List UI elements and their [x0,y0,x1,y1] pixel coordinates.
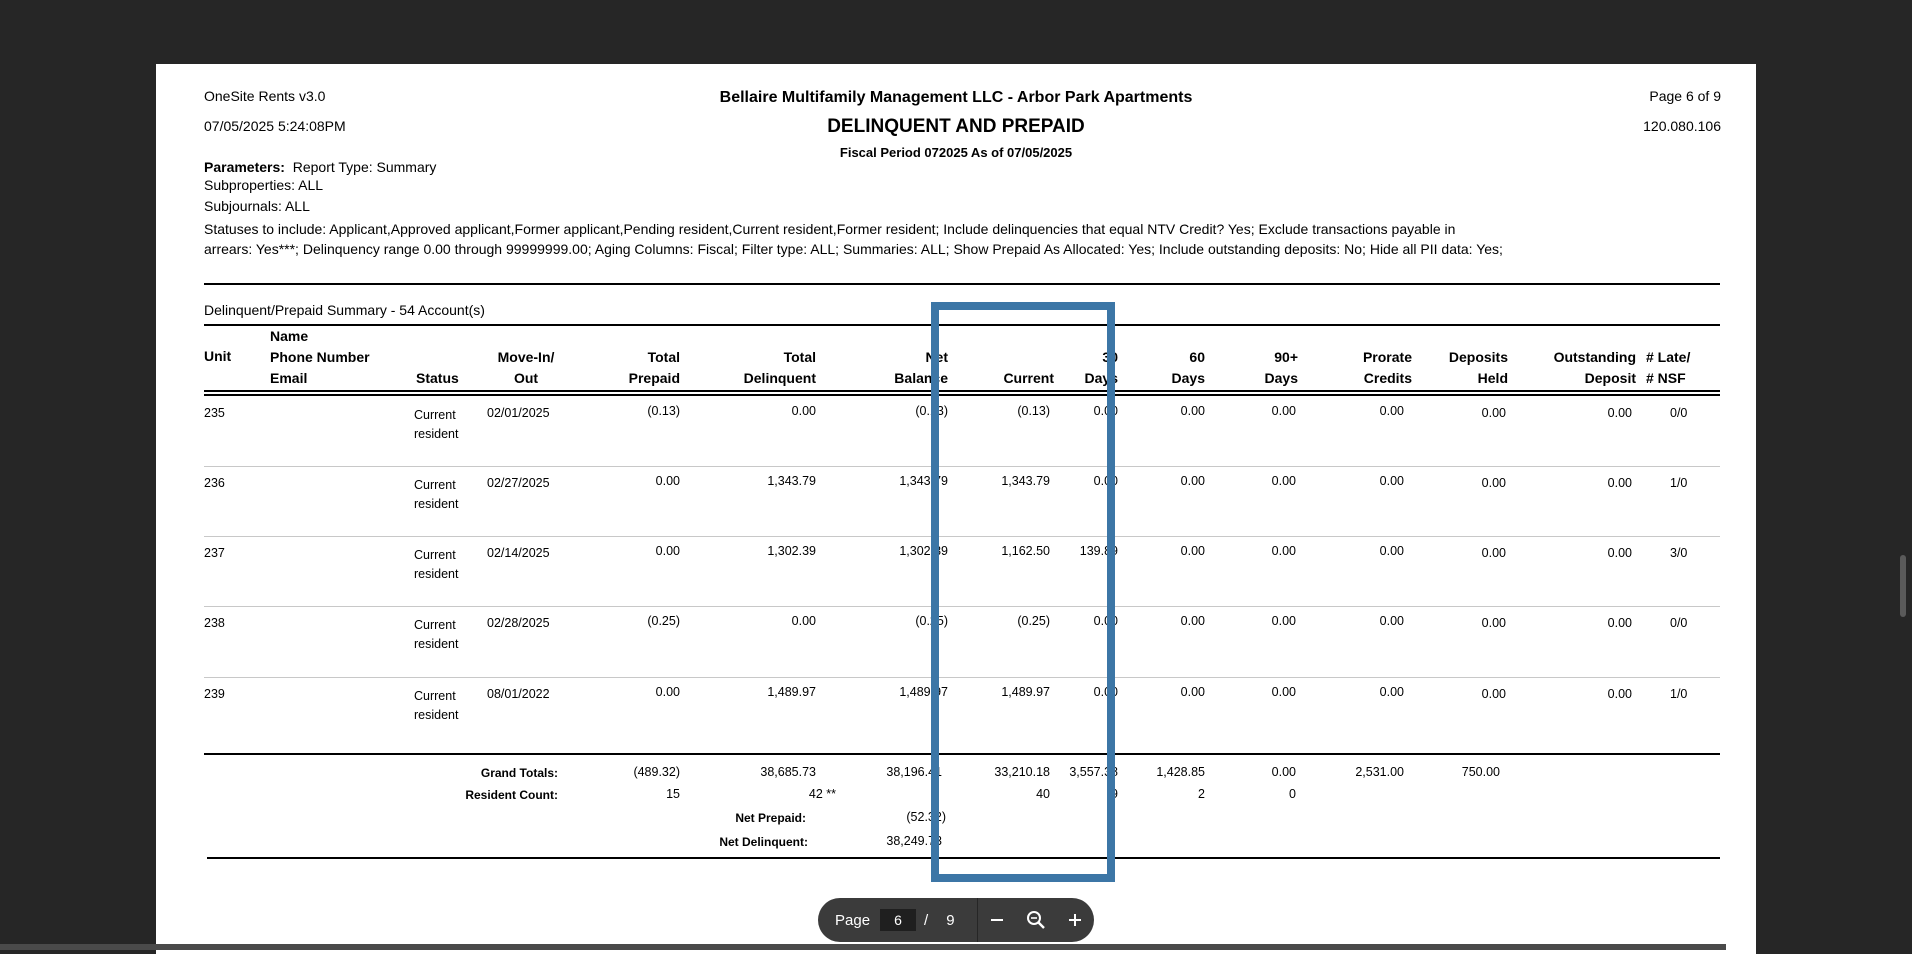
cell-90: 0.00 [1271,544,1296,558]
cell-30: 0.00 [1093,474,1118,488]
page-separator: / [924,911,929,929]
net-delinquent-label: Net Delinquent: [719,835,808,849]
grand-60: 1,428.85 [1156,765,1205,779]
cell-prorate: 0.00 [1379,404,1404,418]
cell-net: (0.13) [915,404,948,418]
cell-30: 0.00 [1093,685,1118,699]
cell-delinquent: 0.00 [791,404,816,418]
cell-30: 0.00 [1093,614,1118,628]
cell-deposits: 0.00 [1481,476,1506,490]
cell-unit: 236 [204,476,225,490]
cell-late: 1/0 [1670,476,1688,490]
cell-prorate: 0.00 [1379,474,1404,488]
cell-90: 0.00 [1271,474,1296,488]
cell-unit: 237 [204,546,225,560]
cell-unit: 239 [204,687,225,701]
col-net-balance: Net Balance [894,349,948,386]
cell-prorate: 0.00 [1379,685,1404,699]
highlight-rectangle [931,302,1115,882]
col-prorate-credits: Prorate Credits [1362,349,1412,386]
grand-prepaid: (489.32) [633,765,680,779]
cell-status: Current resident [414,408,459,441]
plus-icon [1067,912,1083,928]
cell-deposits: 0.00 [1481,546,1506,560]
cell-outstanding: 0.00 [1607,616,1632,630]
cell-current: (0.13) [1017,404,1050,418]
cell-late: 3/0 [1670,546,1688,560]
cell-prepaid: 0.00 [655,474,680,488]
horizontal-scrollbar[interactable] [0,944,1726,950]
grand-90: 0.00 [1271,765,1296,779]
cell-current: 1,343.79 [1001,474,1050,488]
cell-move: 02/14/2025 [487,546,550,560]
cell-delinquent: 1,302.39 [767,544,816,558]
col-current: Current [1003,370,1054,386]
cell-deposits: 0.00 [1481,406,1506,420]
cell-move: 02/28/2025 [487,616,550,630]
company-name: Bellaire Multifamily Management LLC - Arbor Park Apartments [719,89,1193,106]
cell-net: 1,302.39 [899,544,948,558]
minus-icon [989,912,1005,928]
resident-count-label: Resident Count: [465,788,558,802]
cell-unit: 235 [204,406,225,420]
page-label: Page [835,911,871,929]
divider [204,283,1720,285]
cell-unit: 238 [204,616,225,630]
cell-90: 0.00 [1271,685,1296,699]
cell-move: 08/01/2022 [487,687,550,701]
col-outstanding-deposit: Outstanding Deposit [1553,349,1636,386]
col-move: Move-In/ Out [497,349,555,386]
cell-60: 0.00 [1180,544,1205,558]
cell-outstanding: 0.00 [1607,546,1632,560]
cell-90: 0.00 [1271,404,1296,418]
col-60-days: 60 Days [1171,349,1205,386]
report-page [156,64,1756,954]
count-current: 40 [1036,787,1050,801]
grand-deposits: 750.00 [1461,765,1500,779]
cell-30: 0.00 [1093,404,1118,418]
cell-deposits: 0.00 [1481,616,1506,630]
statuses-to-include: Statuses to include: Applicant,Approved applicant,Former applicant,Pending resident,Current resident,Former resident; Include delinquencies that equal NTV Credit? Yes; Exclude transactions payable in arrears: Yes***; Delinquency range 0.00 through 99999999.00; Aging Columns: Fiscal; Filter type: ALL; Summaries: ALL; Show Prepaid As Allocated: Yes; Include outstanding deposits: No; Hide all PII data: Yes; [204,221,1503,257]
summary-title: Delinquent/Prepaid Summary - 54 Account(s) [204,302,485,318]
report-datetime: 07/05/2025 5:24:08PM [204,118,346,134]
grand-totals-label: Grand Totals: [480,766,558,780]
col-90-days: 90+ Days [1264,349,1298,386]
cell-outstanding: 0.00 [1607,406,1632,420]
magnifier-icon [1026,910,1046,930]
property-id: 120.080.106 [1643,118,1721,134]
cell-prepaid: 0.00 [655,685,680,699]
net-prepaid-value: (52.32) [906,810,946,824]
cell-outstanding: 0.00 [1607,687,1632,701]
cell-current: 1,489.97 [1001,685,1050,699]
cell-60: 0.00 [1180,474,1205,488]
report-type: Report Type: Summary [292,159,437,175]
cell-prepaid: (0.13) [647,404,680,418]
cell-delinquent: 0.00 [791,614,816,628]
grand-prorate: 2,531.00 [1355,765,1404,779]
cell-prorate: 0.00 [1379,614,1404,628]
col-name: Name Phone Number Email [270,328,370,386]
cell-net: 1,343.79 [899,474,948,488]
grand-current: 33,210.18 [994,765,1050,779]
col-late-nsf: # Late/ # NSF [1646,349,1691,386]
grand-net: 38,196.41 [886,765,942,779]
grand-delinquent: 38,685.73 [760,765,816,779]
cell-status: Current resident [414,478,459,511]
col-30-days: 30 Days [1084,349,1118,386]
cell-status: Current resident [414,548,459,581]
col-total-delinquent: Total Delinquent [743,349,816,386]
cell-late: 0/0 [1670,616,1688,630]
zoom-in-button[interactable] [1055,898,1094,942]
cell-outstanding: 0.00 [1607,476,1632,490]
parameters-block [204,157,1504,259]
net-delinquent-value: 38,249.73 [886,834,942,848]
pdf-page-toolbar [818,898,1094,942]
page-number-input[interactable] [880,909,916,931]
subjournals: Subjournals: ALL [204,198,310,214]
software-version: OneSite Rents v3.0 [204,88,326,104]
cell-current: 1,162.50 [1001,544,1050,558]
count-delinquent: 42 ** [808,787,836,801]
cell-status: Current resident [414,618,459,651]
cell-60: 0.00 [1180,614,1205,628]
cell-status: Current resident [414,689,459,722]
net-prepaid-label: Net Prepaid: [735,811,806,825]
cell-move: 02/01/2025 [487,406,550,420]
total-pages: 9 [946,911,955,929]
cell-late: 0/0 [1670,406,1688,420]
page-info: Page 6 of 9 [1649,88,1721,104]
parameters-label: Parameters: [204,159,285,175]
cell-prepaid: 0.00 [655,544,680,558]
cell-net: 1,489.97 [899,685,948,699]
report-title: DELINQUENT AND PREPAID [827,116,1085,137]
cell-prorate: 0.00 [1379,544,1404,558]
col-total-prepaid: Total Prepaid [628,349,680,386]
zoom-out-button[interactable] [978,898,1017,942]
col-unit: Unit [204,348,232,364]
vertical-scrollbar-thumb[interactable] [1900,555,1906,617]
cell-net: (0.25) [915,614,948,628]
cell-prepaid: (0.25) [647,614,680,628]
zoom-fit-button[interactable] [1016,898,1055,942]
cell-90: 0.00 [1271,614,1296,628]
cell-30: 139.89 [1079,544,1118,558]
cell-delinquent: 1,489.97 [767,685,816,699]
cell-current: (0.25) [1017,614,1050,628]
cell-deposits: 0.00 [1481,687,1506,701]
count-30: 9 [1111,787,1118,801]
count-prepaid: 15 [666,787,680,801]
cell-60: 0.00 [1180,404,1205,418]
count-90: 0 [1289,787,1296,801]
grand-30: 3,557.38 [1069,765,1118,779]
cell-60: 0.00 [1180,685,1205,699]
subproperties: Subproperties: ALL [204,177,324,193]
count-60: 2 [1198,787,1205,801]
cell-late: 1/0 [1670,687,1688,701]
col-deposits-held: Deposits Held [1448,349,1508,386]
cell-delinquent: 1,343.79 [767,474,816,488]
col-status: Status [416,370,459,386]
cell-move: 02/27/2025 [487,476,550,490]
fiscal-period: Fiscal Period 072025 As of 07/05/2025 [839,145,1073,160]
